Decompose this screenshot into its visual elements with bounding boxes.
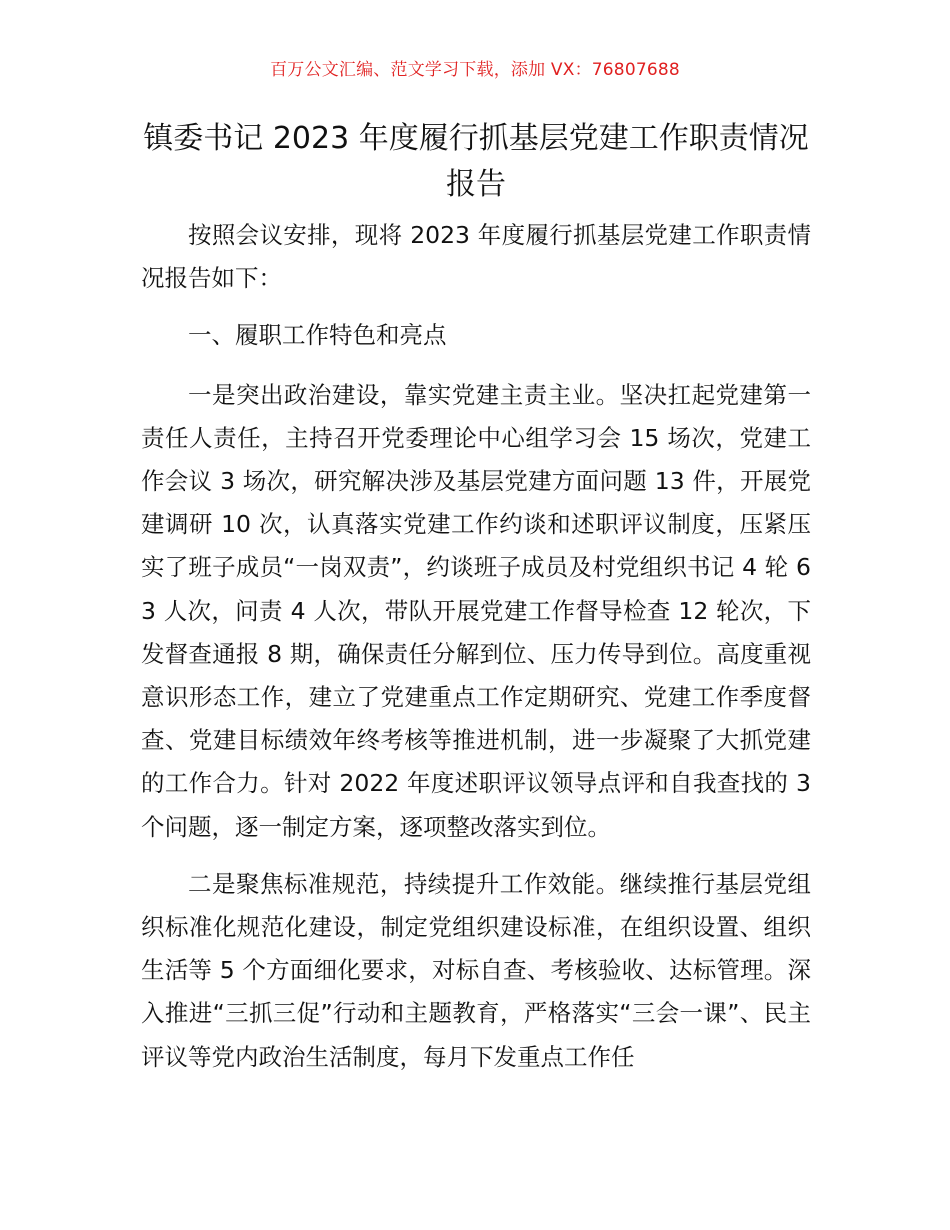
section-heading: 一、履职工作特色和亮点 [188, 321, 447, 350]
paragraph-1: 一是突出政治建设，靠实党建主责主业。坚决扛起党建第一责任人责任，主持召开党委理论中心组学习会 15 场次，党建工作会议 3 场次，研究解决涉及基层党建方面问题 13 件，开展党建调研 10 次，认真落实党建工作约谈和述职评议制度，压紧压实了班子成员“一岗双责”，约谈班子成员及村党组织书记 4 轮 63 人次，问责 4 人次，带队开展党建工作督导检查 12 轮次，下发督查通报 8 期，确保责任分解到位、压力传导到位。高度重视意识形态工作，建立了党建重点工作定期研究、党建工作季度督查、党建目标绩效年终考核等推进机制，进一步凝聚了大抓党建的工作合力。针对 2022 年度述职评议领导点评和自我查找的 3 个问题，逐一制定方案，逐项整改落实到位。 [141, 380, 811, 841]
document-body [141, 214, 811, 1093]
header-watermark-note: 百万公文汇编、范文学习下载，添加 VX：76807688 [270, 60, 680, 80]
paragraph-2: 二是聚焦标准规范，持续提升工作效能。继续推行基层党组织标准化规范化建设，制定党组织建设标准，在组织设置、组织生活等 5 个方面细化要求，对标自查、考核验收、达标管理。深入推进“三抓三促”行动和主题教育，严格落实“三会一课”、民主评议等党内政治生活制度，每月下发重点工作任 [141, 869, 811, 1071]
intro-paragraph: 按照会议安排，现将 2023 年度履行抓基层党建工作职责情况报告如下： [141, 221, 811, 293]
document-title: 镇委书记 2023 年度履行抓基层党建工作职责情况报告 [143, 121, 809, 202]
